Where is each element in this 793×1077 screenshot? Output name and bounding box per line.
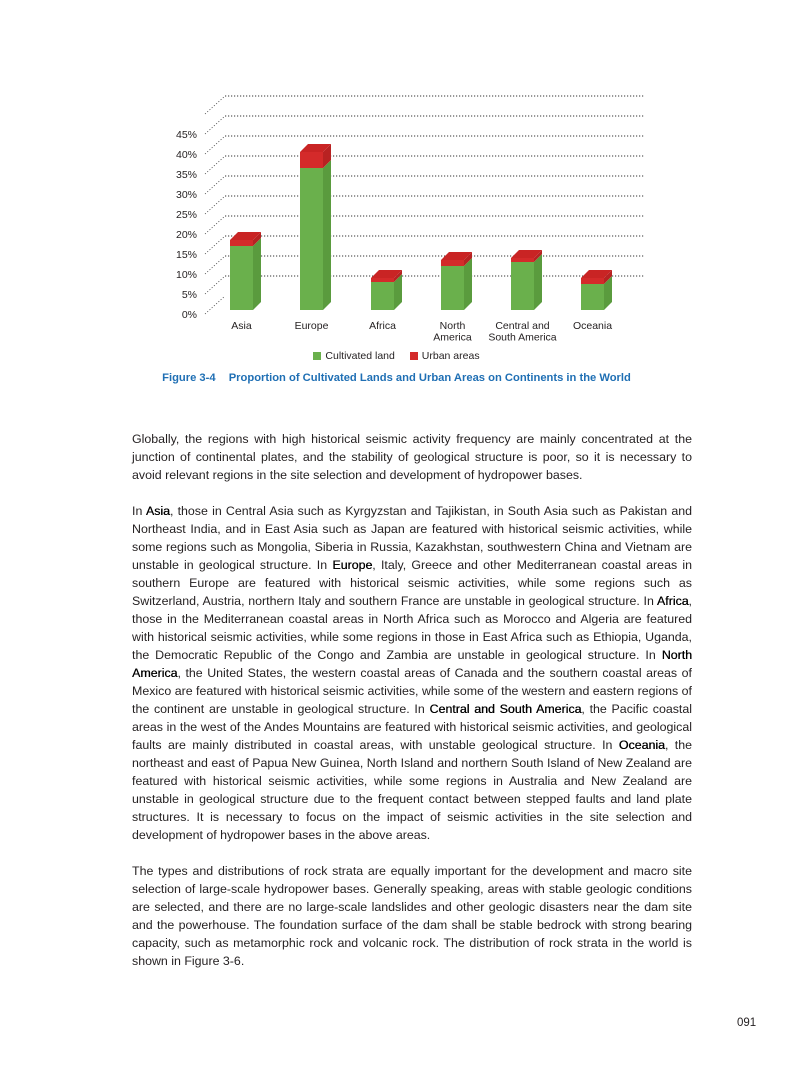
grid-diagonal [205,156,225,174]
y-tick-label: 20% [175,229,197,241]
grid-diagonal [205,136,225,154]
paragraph-2: In Asia, those in Central Asia such as Kyrgyzstan and Tajikistan, in South Asia such as Pakistan and Northeast India, and in East Asia such as Japan are featured with historical seismic activities, while some regions such as Mongolia, Siberia in Russia, Kazakhstan, southwestern China and Vietnam are unstable in geological structure. In Europe, Italy, Greece and other Mediterranean coastal areas in southern Europe are featured with historical seismic activities, while some regions such as Switzerland, Austria, northern Italy and southern France are unstable in geological structure. In Africa, those in the Mediterranean coastal areas in North Africa such as Morocco and Algeria are featured with historical seismic activities, while some regions in those in East Africa such as Ethiopia, Uganda, the Democratic Republic of the Congo and Zambia are unstable in geological structure. In North America, the United States, the western coastal areas of Canada and the southern coastal areas of Mexico are featured with historical seismic activities, while some of the western and eastern regions of the continent are unstable in geological structure. In Central and South America, the Pacific coastal areas in the west of the Andes Mountains are featured with historical seismic activities, and geological faults are mainly distributed in coastal areas, with unstable geological structure. In Oceania, the northeast and east of Papua New Guinea, North Island and northern South Island of New Zealand are featured with historical seismic activities, while some regions in Australia and New Zealand are unstable in geological structure due to the frequent contact between stepped faults and land plate structures. It is necessary to focus on the impact of seismic activities in the site selection and development of hydropower bases in the above areas. [132,504,693,842]
legend-item-urban: Urban areas [410,350,480,362]
chart-gridlines [205,96,645,314]
chart-bars [230,144,612,310]
bar-north-america [441,252,472,310]
grid-diagonal [205,116,225,134]
grid-diagonal [205,216,225,234]
region-name: Africa [656,594,689,608]
y-tick-label: 25% [175,209,197,221]
bar-africa [371,270,402,310]
grid-diagonal [205,176,225,194]
bar-europe [300,144,331,310]
bar-oceania [581,270,612,310]
legend-item-cultivated: Cultivated land [313,350,394,362]
body-text [132,430,692,988]
y-tick-label: 15% [175,249,197,261]
paragraph-1: Globally, the regions with high historical seismic activity frequency are mainly concentrated at the junction of continental plates, and the stability of geological structure is poor, so it is necessary to avoid relevant regions in the site selection and development of hydropower bases. [132,432,692,482]
chart-legend [0,350,793,362]
page-number: 091 [737,1017,757,1029]
stacked-bar-chart [0,0,793,400]
region-name: Europe [332,558,373,572]
x-tick-label: South America [488,331,557,344]
grid-diagonal [205,96,225,114]
grid-diagonal [205,236,225,254]
grid-diagonal [205,276,225,294]
figure-caption [0,372,793,384]
x-tick-label: America [433,331,472,344]
x-tick-label: Central and [495,320,550,332]
x-tick-label: North [439,320,466,332]
legend-swatch-green [313,352,321,360]
x-tick-label: Oceania [572,320,613,332]
bar-central-and-south-america [511,250,542,310]
y-tick-label: 30% [175,189,197,201]
y-axis-ticks [176,129,197,321]
grid-diagonal [205,196,225,214]
x-tick-label: Europe [294,320,329,332]
region-name: Asia [145,504,170,518]
region-name: Central and South America [429,702,582,716]
region-name: North America [132,648,692,680]
x-axis-labels [231,320,612,344]
y-tick-label: 5% [181,289,197,301]
legend-swatch-red [410,352,418,360]
x-tick-label: Africa [369,320,396,332]
y-tick-label: 0% [181,309,197,321]
region-name: Oceania [618,738,665,752]
y-tick-label: 10% [175,269,197,281]
grid-diagonal [205,296,225,314]
figure-title: Proportion of Cultivated Lands and Urban Areas on Continents in the World [228,372,631,384]
bar-asia [230,232,261,310]
y-tick-label: 40% [175,149,197,161]
grid-diagonal [205,256,225,274]
paragraph-3: The types and distributions of rock strata are equally important for the development and macro site selection of large-scale hydropower bases. Generally speaking, areas with stable geologic conditions are selected, and there are no large-scale landslides and other geologic disasters near the dam site and the powerhouse. The foundation surface of the dam shall be stable bedrock with strong bearing capacity, such as metamorphic rock and volcanic rock. The distribution of rock strata in the world is shown in Figure 3-6. [132,864,692,968]
figure-number: Figure 3-4 [162,372,216,384]
y-tick-label: 45% [175,129,197,141]
y-tick-label: 35% [175,169,197,181]
x-tick-label: Asia [231,320,252,332]
